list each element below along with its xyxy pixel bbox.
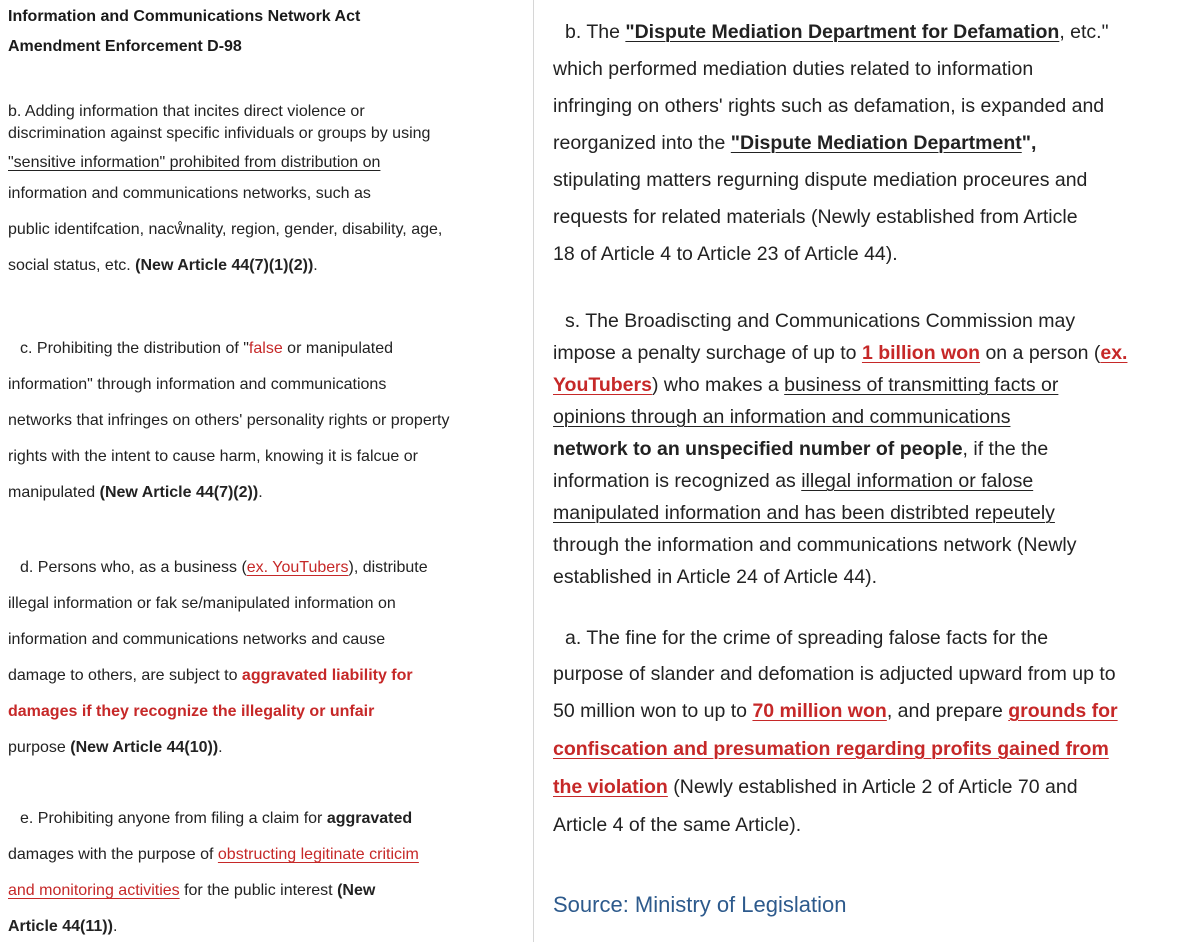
highlight-text: obstructing legitinate criticim (217, 846, 419, 863)
text-line (553, 125, 1193, 162)
text-line: public identifcation, nacẘnality, region, gender, disability, age, (8, 221, 443, 238)
text-line (553, 497, 1193, 529)
text-run: . (313, 257, 318, 274)
text-run: ", (1021, 132, 1037, 154)
left-section-c (8, 331, 528, 511)
highlight-text: aggravated liability for (241, 667, 413, 684)
source-citation: Source: Ministry of Legislation (553, 892, 847, 917)
text-line (8, 801, 528, 837)
department-name: "Dispute Mediation Department (730, 132, 1022, 154)
bold-text: network to an unspecified number of people (553, 438, 963, 460)
title-line: Information and Communications Network Act (8, 8, 361, 25)
article-reference: (New Article 44(7)(2)) (99, 484, 259, 501)
text-line: through the information and communications network (Newly (553, 534, 1077, 556)
text-line (8, 873, 528, 909)
text-line: rights with the intent to cause harm, knowing it is falcue or (8, 448, 418, 465)
highlight-text: YouTubers (553, 374, 652, 396)
department-name: "Dispute Mediation Department for Defamation (625, 21, 1060, 43)
underlined-text: opinions through an information and communications (553, 406, 1011, 428)
text-run: or manipulated (282, 340, 394, 357)
text-line (8, 909, 528, 945)
text-run: , etc." (1059, 21, 1109, 43)
underlined-text: illegal information or falose (801, 470, 1034, 492)
text-line (553, 433, 1193, 465)
text-run: for the public interest (179, 882, 338, 899)
text-run: damages with the purpose of (8, 846, 218, 863)
text-line: networks that infringes on others' personality rights or property (8, 412, 450, 429)
text-line (8, 248, 528, 284)
text-run: ), distribute (348, 559, 428, 576)
article-reference: Article 44(11)) (8, 918, 113, 935)
article-reference: (New Article 44(7)(1)(2)) (135, 257, 314, 274)
text-run: social status, etc. (8, 257, 136, 274)
bold-text: aggravated (326, 810, 413, 827)
text-run: c. Prohibiting the distribution of " (20, 340, 249, 357)
text-line: infringing on others' rights such as defamation, is expanded and (553, 95, 1105, 117)
title-line: Amendment Enforcement D-98 (8, 38, 242, 55)
text-run: on a person ( (980, 342, 1101, 364)
text-run: , and prepare (886, 700, 1009, 722)
highlight-text: false (248, 340, 283, 357)
text-run: purpose (8, 739, 71, 756)
left-section-b (8, 101, 528, 284)
text-line (553, 401, 1193, 433)
text-line (8, 730, 528, 766)
text-line (553, 768, 1193, 806)
text-run: impose a penalty surchage of up to (553, 342, 862, 364)
text-line: Article 4 of the same Article). (553, 814, 802, 836)
left-section-e (8, 801, 528, 945)
highlight-text: 1 billion won (861, 342, 981, 364)
column-divider (533, 0, 534, 942)
highlight-text: grounds for (1008, 700, 1118, 722)
article-reference: (New Article 44(10)) (70, 739, 219, 756)
text-line (8, 331, 528, 367)
text-run: damage to others, are subject to (8, 667, 242, 684)
text-run: , if the the (962, 438, 1049, 460)
text-run: . (112, 918, 118, 935)
right-section-s (553, 305, 1193, 593)
text-run: . (218, 739, 223, 756)
text-line (553, 14, 1193, 51)
text-line: a. The fine for the crime of spreading falose facts for the (565, 627, 1049, 649)
text-run: e. Prohibiting anyone from filing a claim for (20, 810, 327, 827)
underlined-text: "sensitive information" prohibited from distribution on (8, 154, 381, 171)
text-run: . (258, 484, 263, 501)
text-line: stipulating matters regurning dispute mediation proceures and (553, 169, 1088, 191)
text-line (8, 837, 528, 873)
highlight-text: 70 million won (752, 700, 887, 722)
text-line (553, 730, 1193, 768)
left-section-d (8, 550, 528, 766)
text-run: d. Persons who, as a business ( (20, 559, 247, 576)
highlight-text: confiscation and presumation regarding profits gained from (553, 738, 1109, 760)
text-line (553, 465, 1193, 497)
text-line (8, 550, 528, 586)
text-line (553, 337, 1193, 369)
text-run: reorganized into the (553, 132, 731, 154)
underlined-text: business of transmitting facts or (784, 374, 1059, 396)
text-run: (Newly established in Article 2 of Article 70 and (667, 776, 1078, 798)
text-line (553, 692, 1193, 730)
text-line (553, 369, 1193, 401)
text-line (8, 152, 528, 174)
text-line: information" through information and communications (8, 376, 387, 393)
text-line: purpose of slander and defomation is adjucted upward from up to (553, 663, 1116, 685)
underlined-text: manipulated information and has been distribted repeutely (553, 502, 1055, 524)
text-run: ) who makes a (651, 374, 785, 396)
text-line (8, 658, 528, 694)
text-line: information and communications networks and cause (8, 631, 386, 648)
text-line: 18 of Article 4 to Article 23 of Article 44). (553, 243, 898, 265)
text-line: established in Article 24 of Article 44). (553, 566, 878, 588)
article-reference: (New (337, 882, 376, 899)
highlight-text: the violation (553, 776, 668, 798)
right-section-b (553, 14, 1193, 273)
text-line: which performed mediation duties related to information (553, 58, 1034, 80)
highlight-text: ex. YouTubers (246, 559, 349, 576)
text-line: s. The Broadiscting and Communications Commission may (565, 310, 1076, 332)
text-line: information and communications networks, such as (8, 185, 371, 202)
text-run: manipulated (8, 484, 100, 501)
text-line: illegal information or fak se/manipulated information on (8, 595, 396, 612)
text-run: information is recognized as (553, 470, 802, 492)
highlight-text: and monitoring activities (8, 882, 180, 899)
text-line: damages if they recognize the illegality or unfair (8, 703, 375, 720)
text-line: discrimination against specific infividuals or groups by using (8, 125, 431, 142)
text-line: b. Adding information that incites direct violence or (8, 103, 365, 120)
text-line: requests for related materials (Newly established from Article (553, 206, 1078, 228)
page-title (8, 2, 528, 62)
right-section-a (553, 620, 1193, 844)
text-run: b. The (565, 21, 626, 43)
text-run: 50 million won to up to (553, 700, 753, 722)
highlight-text: ex. (1100, 342, 1128, 364)
text-line (8, 475, 528, 511)
